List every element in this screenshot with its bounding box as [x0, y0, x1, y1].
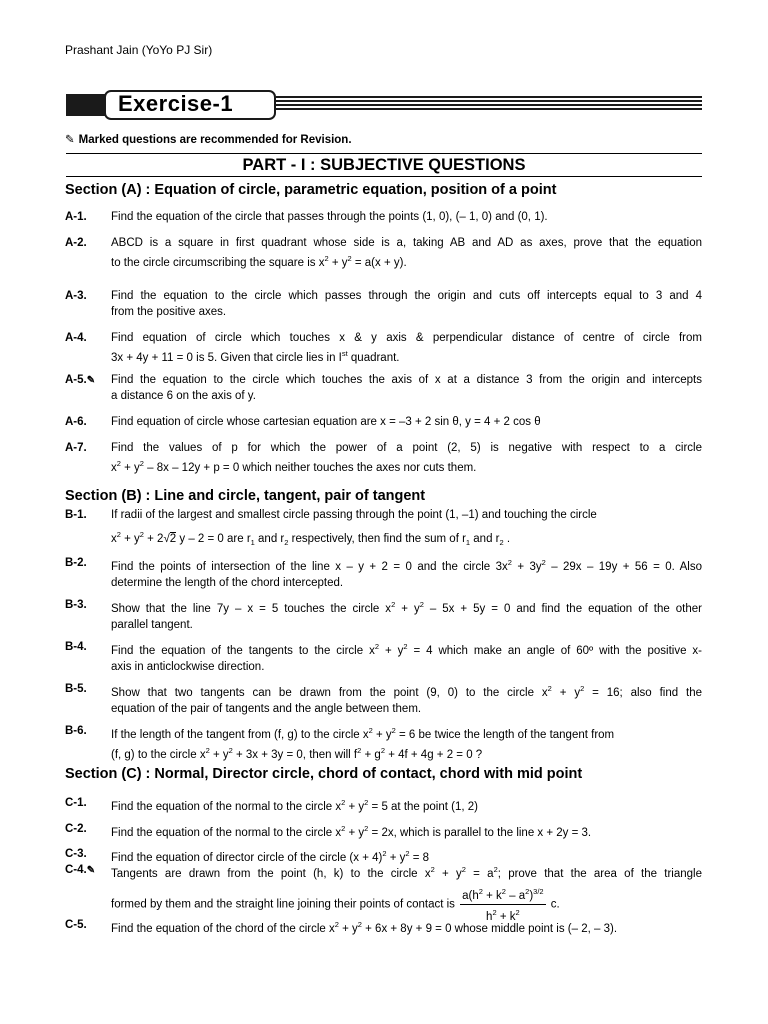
question-a2 — [65, 235, 702, 271]
question-b1 — [65, 507, 702, 551]
question-number: A-6. — [65, 416, 87, 428]
banner-bar — [66, 94, 106, 116]
pen-icon: ✎ — [86, 375, 96, 386]
revision-note — [65, 132, 352, 146]
question-b3 — [65, 597, 702, 633]
question-a3 — [65, 288, 702, 320]
question-text: determine the length of the chord intercepted. — [111, 576, 344, 589]
part-title: PART - I : SUBJECTIVE QUESTIONS — [242, 156, 526, 174]
author-header: Prashant Jain (YoYo PJ Sir) — [65, 43, 213, 57]
question-text: Find the equation to the circle which passes through the origin and cuts off intercepts equal to 3 and 4 — [111, 290, 702, 302]
fraction-numerator: $a(h^2 + k^2 - a^2)^{3/2}$ — [460, 884, 545, 905]
question-text: Find the equation of the circle that passes through the points (1, 0), (– 1, 0) and (0, 1). — [111, 211, 548, 223]
question-text: a distance 6 on the axis of y. — [111, 390, 256, 402]
fraction-denominator: $h^2 + k^2$ — [486, 907, 520, 923]
question-text: Show that the line 7y – x = 5 touches the circle $x^2 + y^2 - 5x + 5y = 0$ and find the equation of the other — [111, 600, 702, 615]
question-text: parallel tangent. — [111, 618, 193, 631]
question-number: A-2. — [65, 237, 87, 249]
question-number: C-5. — [65, 919, 87, 931]
question-text: Find the values of p for which the power of a point (2, 5) is negative with respect to a circle — [111, 442, 702, 454]
question-text: (f, g) to the circle $x^2 + y^2 + 3x + 3y = 0$, then will $f^2 + g^2 + 4f + 4g + 2 = 0$ ? — [111, 745, 483, 761]
pen-icon: ✎ — [86, 865, 96, 876]
question-number: B-1. — [65, 509, 87, 521]
question-text: Find the points of intersection of the line x – y + 2 = 0 and the circle $3x^2 + 3y^2 - 29x - 19y + 56 = 0$. Also — [111, 558, 702, 573]
question-number: A-1. — [65, 211, 87, 223]
question-a6 — [65, 414, 702, 430]
question-b4 — [65, 639, 702, 675]
question-number: A-5.✎ — [65, 374, 96, 386]
question-text: If radii of the largest and smallest circle passing through the point (1, –1) and touching the circle — [111, 509, 597, 521]
divider — [66, 176, 702, 177]
exercise-banner — [66, 90, 702, 120]
question-number: B-2. — [65, 557, 87, 569]
question-number: B-4. — [65, 641, 87, 653]
question-number: C-3. — [65, 848, 87, 860]
question-c2 — [65, 821, 702, 841]
question-text: Find the equation of the chord of the circle $x^2 + y^2 + 6x + 8y + 9 = 0$ whose middle point is (– 2, – 3). — [111, 920, 618, 935]
question-text: axis in anticlockwise direction. — [111, 660, 265, 673]
question-text: ABCD is a square in first quadrant whose side is a, taking AB and AD as axes, prove that the equation — [111, 237, 702, 249]
question-text: formed by them and the straight line joining their points of contact is $\frac{a(h^2 + k^2 - a^2)^{3/2}}{h^2 + k^2}$ c. — [111, 884, 702, 925]
question-number: B-3. — [65, 599, 87, 611]
question-text: $x^2 + y^2 + 2√2$ y – 2 = 0 are $r_1$ and $r_2$ respectively, then find the sum of $r_1$ and $r_2$ . — [111, 530, 511, 548]
question-b5 — [65, 681, 702, 717]
question-text: 3x + 4y + 11 = 0 is 5. Given that circle lies in Ist quadrant. — [111, 349, 400, 364]
question-number: A-4. — [65, 332, 87, 344]
question-number: C-1. — [65, 797, 87, 809]
question-number: C-4.✎ — [65, 864, 96, 876]
question-a5 — [65, 372, 702, 404]
section-b-heading: Section (B) : Line and circle, tangent, pair of tangent — [65, 488, 426, 504]
question-number: C-2. — [65, 823, 87, 835]
question-a1 — [65, 209, 702, 225]
question-text: Find the equation of the normal to the circle $x^2 + y^2 = 2x$, which is parallel to the line x + 2y = 3. — [111, 824, 592, 839]
question-number: A-7. — [65, 442, 87, 454]
question-b6 — [65, 723, 702, 763]
pen-icon: ✎ — [65, 134, 75, 146]
question-a4 — [65, 330, 702, 366]
note-text: Marked questions are recommended for Revision. — [78, 134, 352, 146]
question-text: Tangents are drawn from the point (h, k) to the circle $x^2 + y^2 = a^2$; prove that the area of the triangle — [111, 865, 702, 880]
question-text: Find the equation of the tangents to the circle $x^2 + y^2 = 4$ which make an angle of 60º with the positive x- — [111, 642, 702, 657]
question-number: A-3. — [65, 290, 87, 302]
question-text: Find the equation of the normal to the circle $x^2 + y^2 = 5$ at the point (1, 2) — [111, 798, 478, 813]
question-text: from the positive axes. — [111, 306, 227, 318]
question-c1 — [65, 795, 702, 815]
divider — [66, 153, 702, 154]
question-b2 — [65, 555, 702, 591]
question-number: B-5. — [65, 683, 87, 695]
question-text: Show that two tangents can be drawn from the point (9, 0) to the circle $x^2 + y^2 = 16$; also find the — [111, 684, 703, 699]
question-text: to the circle circumscribing the square is $x^2 + y^2 = a(x + y)$. — [111, 254, 407, 269]
section-a-heading: Section (A) : Equation of circle, parametric equation, position of a point — [65, 182, 557, 198]
question-a7 — [65, 440, 702, 476]
question-number: B-6. — [65, 725, 87, 737]
question-text: Find equation of circle whose cartesian equation are x = –3 + 2 sin θ, y = 4 + 2 cos θ — [111, 416, 541, 428]
question-text: Find equation of circle which touches x & y axis & perpendicular distance of centre of circle from — [111, 332, 702, 344]
question-text: If the length of the tangent from (f, g) to the circle $x^2 + y^2 = 6$ be twice the length of the tangent from — [111, 726, 615, 741]
question-text: equation of the pair of tangents and the angle between them. — [111, 702, 422, 715]
banner-lines — [276, 96, 702, 112]
question-text: $x^2 + y^2 - 8x - 12y + p = 0$ which neither touches the axes nor cuts them. — [111, 459, 477, 474]
question-text: Find the equation of director circle of the circle $(x + 4)^2 + y^2 = 8$ — [111, 849, 430, 864]
question-text: Find the equation to the circle which touches the axis of x at a distance 3 from the origin and intercepts — [111, 374, 702, 386]
exercise-title: Exercise-1 — [118, 91, 234, 116]
section-c-heading: Section (C) : Normal, Director circle, chord of contact, chord with mid point — [65, 766, 583, 782]
question-c5 — [65, 917, 702, 937]
question-c4 — [65, 862, 702, 924]
